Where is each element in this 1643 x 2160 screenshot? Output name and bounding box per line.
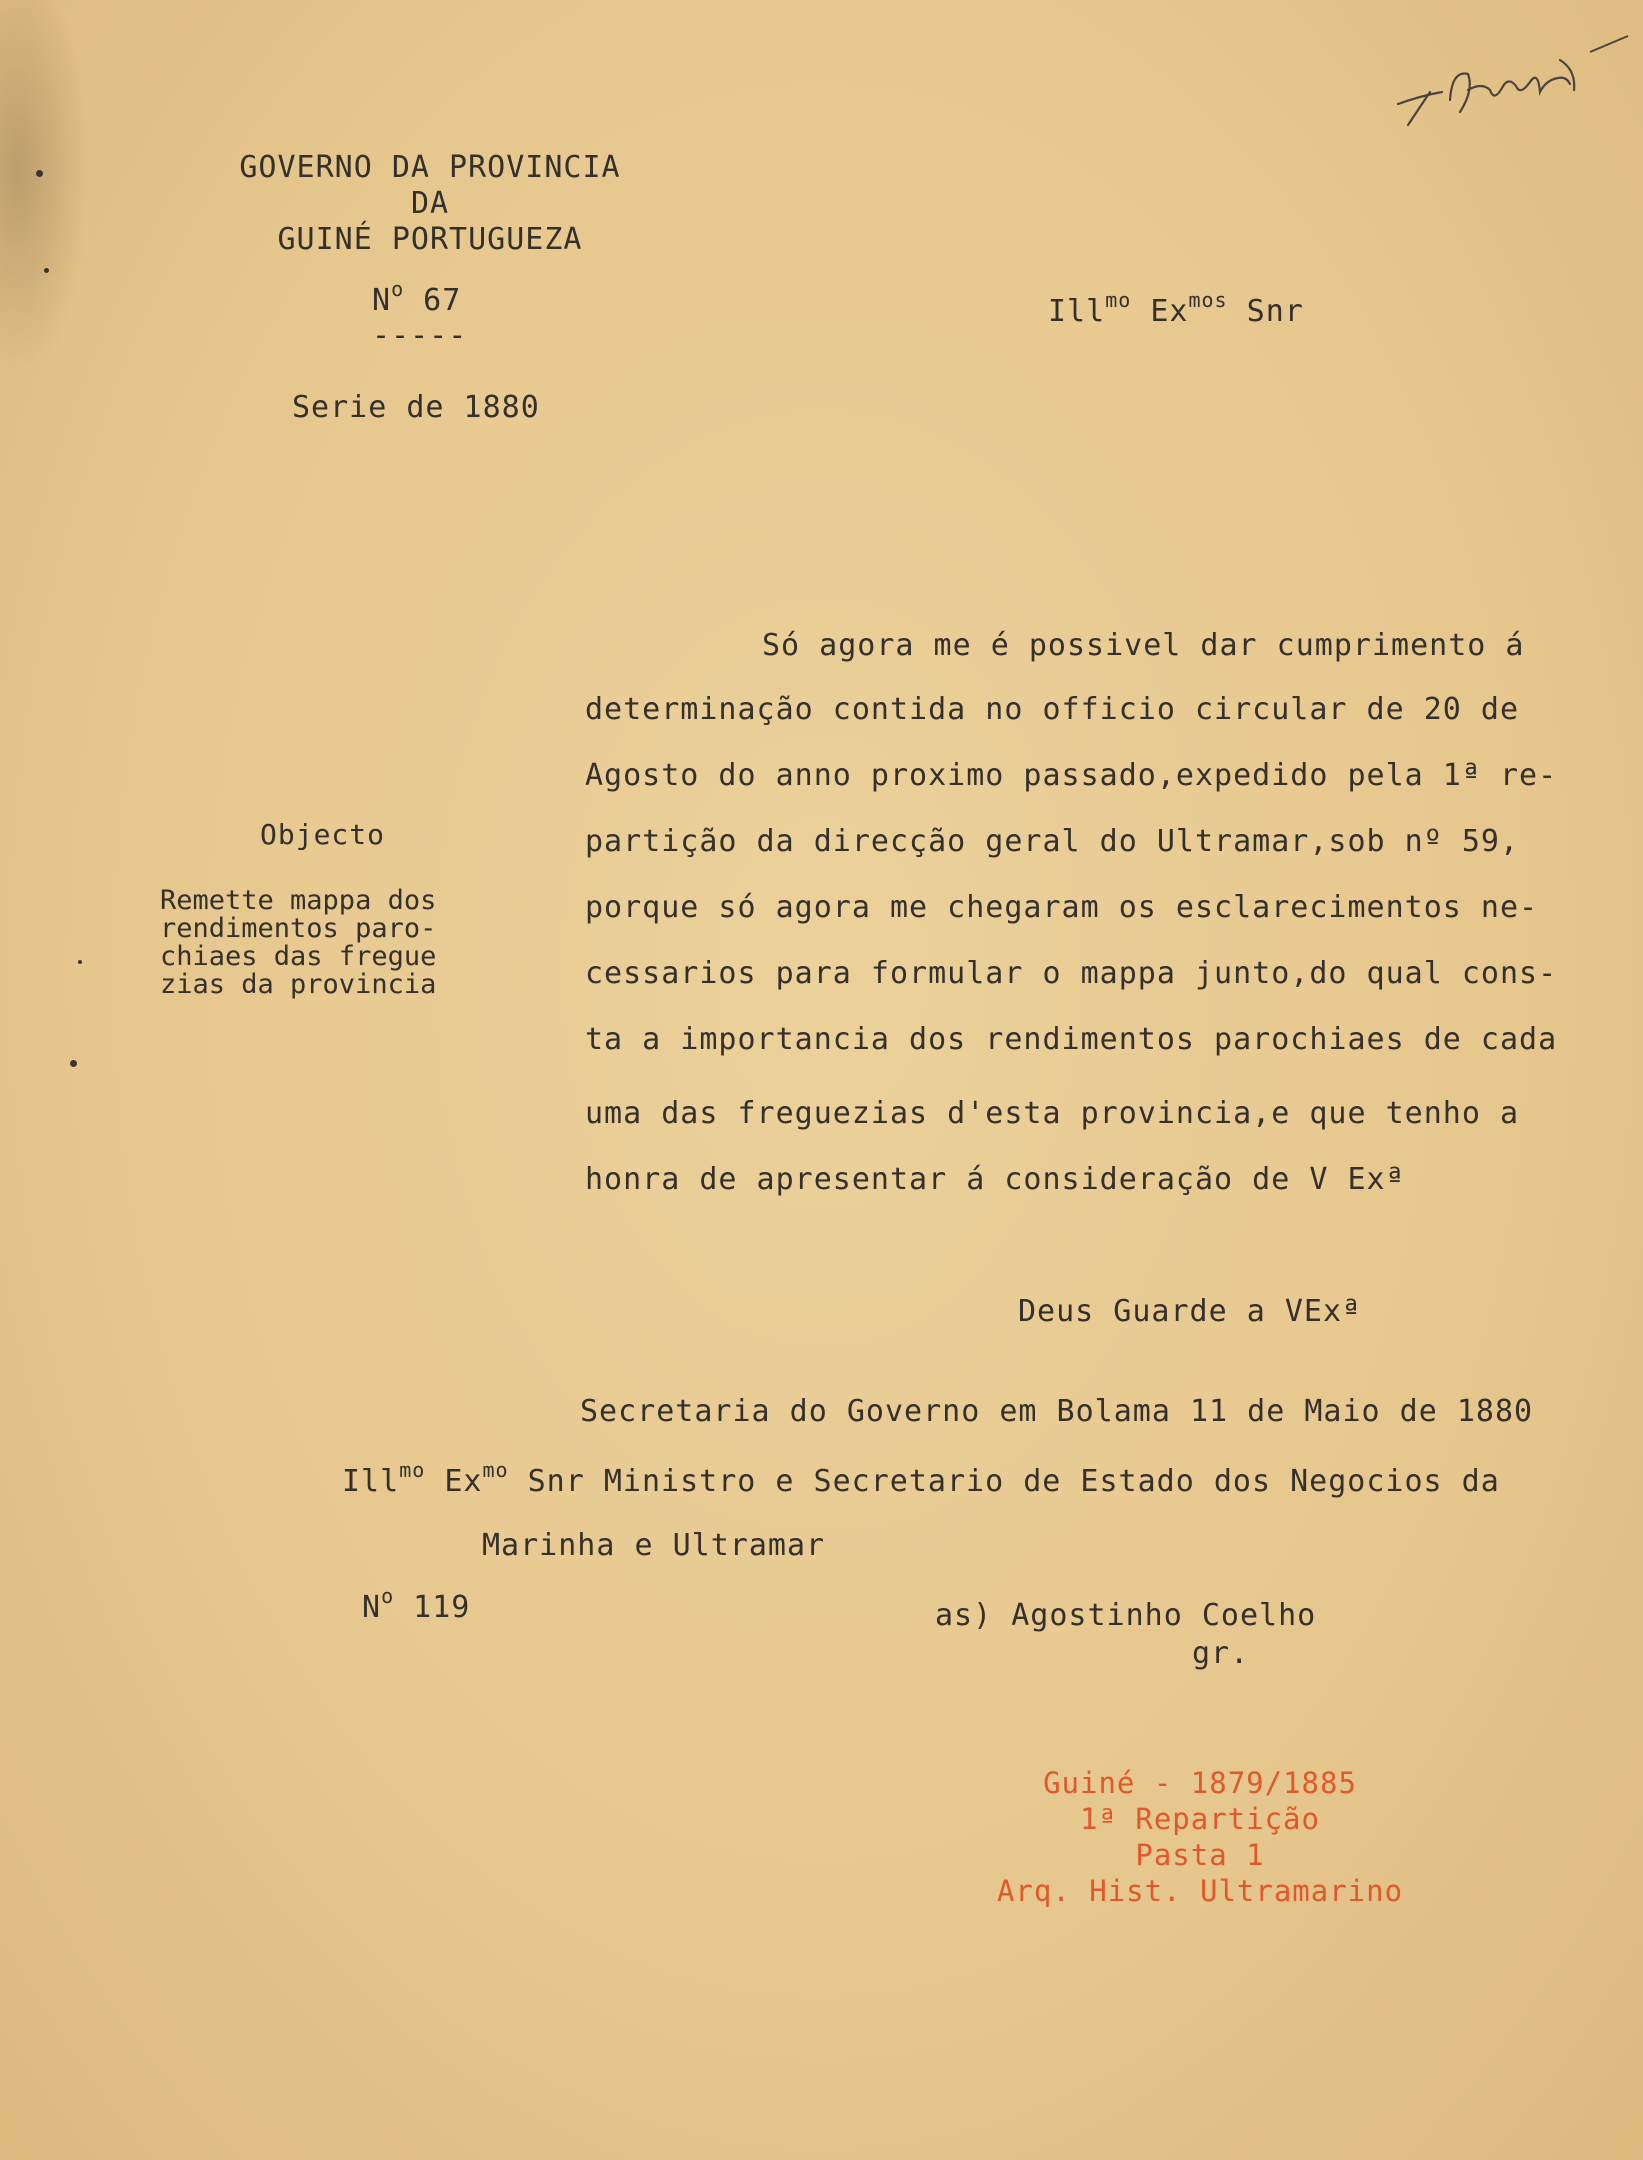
margin-mark <box>36 170 43 177</box>
salutation: Ill$^{mo}$ $Ex^{mos}$ Snr <box>1048 288 1304 329</box>
body-line: partição da direcção geral do Ultramar,sob nº 59, <box>585 824 1520 859</box>
signature-title: gr. <box>1192 1636 1250 1671</box>
body-line: determinação contida no officio circular de 20 de <box>585 692 1520 727</box>
document-number: $N^o$ 67 <box>372 277 462 318</box>
header-line-2: DA <box>410 186 450 221</box>
body-line: cessarios para formular o mappa junto,do qual cons- <box>585 956 1558 991</box>
signature-line: as) Agostinho Coelho <box>935 1598 1317 1633</box>
body-line: honra de apresentar á consideração de V Exª <box>585 1162 1405 1197</box>
objecto-line: chiaes das fregue <box>160 941 437 972</box>
footer-number: $N^o$ 119 <box>362 1584 471 1625</box>
archive-stamp-line-4: Arq. Hist. Ultramarino <box>996 1874 1404 1908</box>
addressee-line: Ill$^{mo}$ $Ex^{mo}$ Snr Ministro e Secretario de Estado dos Negocios da <box>342 1458 1500 1499</box>
archive-stamp-line-1: Guiné - 1879/1885 <box>1043 1766 1357 1800</box>
objecto-line: rendimentos paro- <box>160 913 437 944</box>
closing-line: Deus Guarde a VExª <box>1018 1294 1362 1329</box>
addressee-line-2: Marinha e Ultramar <box>482 1528 826 1563</box>
objecto-title: Objecto <box>260 818 386 851</box>
place-date-line: Secretaria do Governo em Bolama 11 de Maio de 1880 <box>580 1394 1534 1429</box>
body-line: uma das freguezias d'esta provincia,e que tenho a <box>585 1096 1520 1131</box>
objecto-line: Remette mappa dos <box>160 885 437 916</box>
margin-mark <box>78 960 82 964</box>
margin-mark <box>44 268 49 273</box>
header-line-3: GUINÉ PORTUGUEZA <box>277 222 583 257</box>
archive-stamp-line-2: 1ª Repartição <box>1080 1802 1320 1836</box>
archive-stamp-line-3: Pasta 1 <box>1135 1838 1265 1872</box>
header-line-1: GOVERNO DA PROVINCIA <box>239 150 621 185</box>
serie-line: Serie de 1880 <box>292 390 540 425</box>
body-line: porque só agora me chegaram os esclarecimentos ne- <box>585 890 1539 925</box>
margin-mark <box>70 1060 77 1067</box>
body-line: Agosto do anno proximo passado,expedido pela 1ª re- <box>585 758 1558 793</box>
objecto-line: zias da provincia <box>160 969 437 1000</box>
number-rule: ----- <box>372 318 468 353</box>
body-line: Só agora me é possivel dar cumprimento á <box>762 628 1525 663</box>
edge-stain <box>0 0 90 380</box>
handwritten-signature <box>1390 30 1630 140</box>
body-line: ta a importancia dos rendimentos parochiaes de cada <box>585 1022 1558 1057</box>
